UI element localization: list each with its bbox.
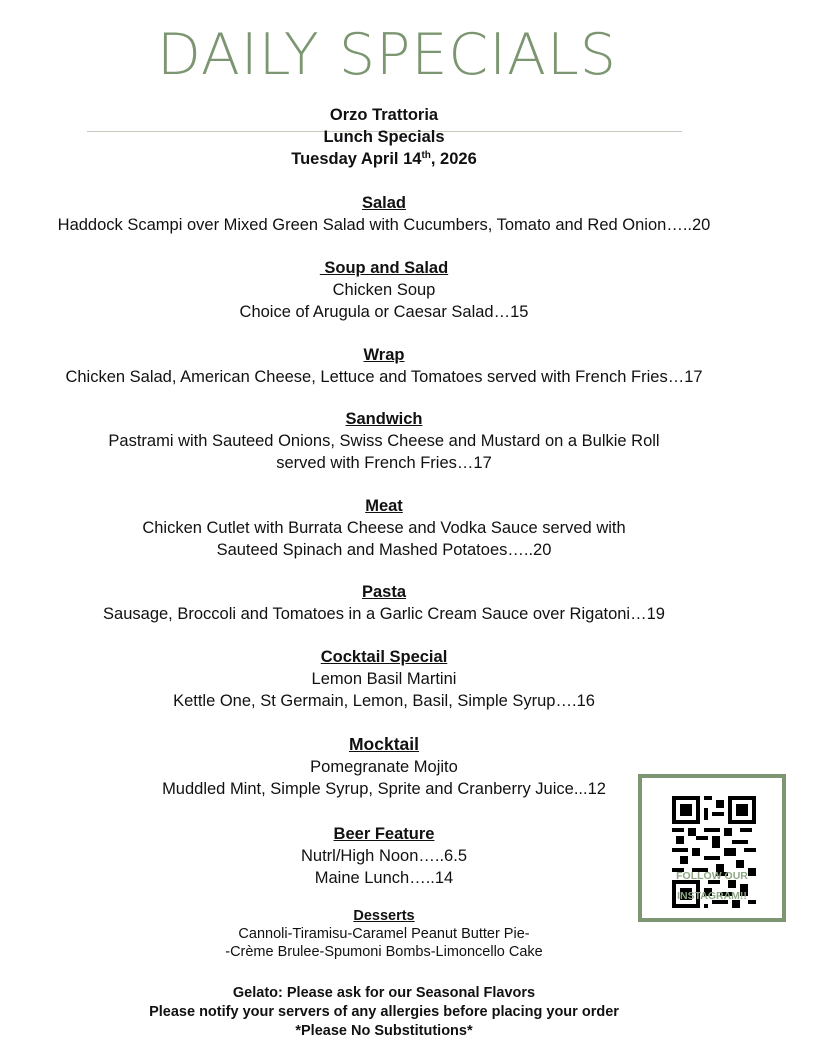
section-wrap (0, 344, 768, 388)
menu-item-line: Pomegranate Mojito (310, 758, 458, 776)
qr-overlay-line: FOLLOW OUR (676, 870, 748, 882)
substitution-note: *Please No Substitutions* (295, 1023, 473, 1039)
section-heading: Salad (361, 194, 407, 212)
menu-item-line: Kettle One, St Germain, Lemon, Basil, Simple Syrup….16 (173, 692, 595, 710)
menu-item-line: Nutrl/High Noon…..6.5 (301, 847, 467, 865)
restaurant-name: Orzo Trattoria (329, 106, 439, 124)
menu-item-line: Haddock Scampi over Mixed Green Salad with Cucumbers, Tomato and Red Onion…..20 (57, 216, 711, 234)
section-salad (0, 192, 768, 236)
menu-item-line: Chicken Soup (332, 281, 436, 299)
menu-footer (0, 984, 768, 1041)
section-heading: Desserts (353, 908, 415, 924)
section-heading: Wrap (363, 346, 405, 364)
section-heading: Pasta (361, 583, 407, 601)
date-ordinal: th (421, 150, 431, 161)
allergy-note: Please notify your servers of any allergies before placing your order (149, 1004, 619, 1020)
qr-overlay-line: INSTAGRAM!! (677, 890, 747, 902)
page-banner-title: DAILY SPECIALS (157, 22, 617, 88)
section-heading: Beer Feature (333, 825, 435, 843)
menu-item-line: Choice of Arugula or Caesar Salad…15 (239, 303, 529, 321)
section-heading: Sandwich (345, 410, 423, 428)
section-pasta (0, 581, 768, 625)
section-heading: Mocktail (348, 734, 420, 754)
date-year: , 2026 (430, 150, 477, 168)
gelato-note: Gelato: Please ask for our Seasonal Flavors (232, 985, 536, 1001)
section-heading: Soup and Salad (319, 259, 449, 277)
qr-overlay-text (642, 866, 782, 906)
menu-item-line: -Crème Brulee-Spumoni Bombs-Limoncello Cake (225, 944, 543, 960)
menu-date (0, 148, 768, 170)
menu-item-line: Sauteed Spinach and Mashed Potatoes…..20 (216, 541, 552, 559)
menu-header (0, 104, 768, 170)
menu-item-line: Sausage, Broccoli and Tomatoes in a Garlic Cream Sauce over Rigatoni…19 (103, 605, 665, 623)
menu-title: Lunch Specials (323, 128, 445, 146)
section-heading: Meat (365, 497, 403, 515)
menu-item-line: Muddled Mint, Simple Syrup, Sprite and Cranberry Juice...12 (162, 780, 606, 798)
section-sandwich (0, 408, 768, 474)
menu-item-line: Maine Lunch…..14 (314, 869, 454, 887)
menu-item-line: served with French Fries…17 (276, 454, 492, 472)
menu-item-line: Cannoli-Tiramisu-Caramel Peanut Butter Pie- (238, 926, 530, 942)
section-heading: Cocktail Special (320, 648, 448, 666)
instagram-qr-code[interactable] (638, 774, 786, 922)
menu-item-line: Chicken Cutlet with Burrata Cheese and Vodka Sauce served with (142, 519, 626, 537)
section-meat (0, 495, 768, 561)
menu-item-line: Chicken Salad, American Cheese, Lettuce and Tomatoes served with French Fries…17 (65, 368, 703, 386)
section-soup-and-salad (0, 257, 768, 323)
menu-item-line: Lemon Basil Martini (311, 670, 457, 688)
menu-item-line: Pastrami with Sauteed Onions, Swiss Cheese and Mustard on a Bulkie Roll (108, 432, 660, 450)
date-text: Tuesday April 14 (291, 150, 422, 168)
section-cocktail-special (0, 646, 768, 712)
